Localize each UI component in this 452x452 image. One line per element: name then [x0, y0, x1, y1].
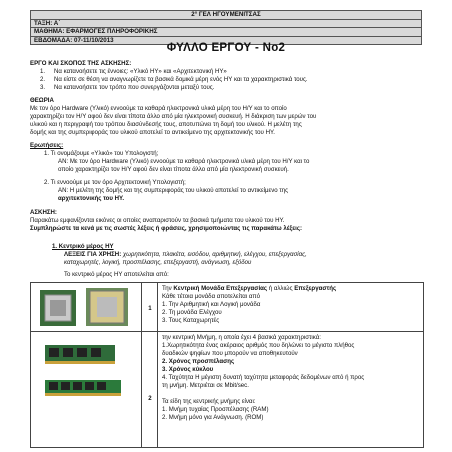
row2-line-9: Τα είδη της κεντρικής μνήμης είναι: — [162, 398, 256, 405]
row2-line-11: 2. Μνήμη μόνο για Ανάγνωση. (ROM) — [162, 414, 264, 421]
question-1: 1. Τι ονομάζουμε «Υλικό» του Υπολογιστή; — [44, 150, 159, 157]
worksheet-title: ΦΥΛΛΟ ΕΡΓΟΥ - Νο2 — [166, 42, 286, 54]
row2-line-1: την κεντρική Μνήμη, η οποία έχει 4 βασικά χαρακτηριστικά: — [162, 334, 321, 341]
goal-item-2: 2. Να είστε σε θέση να αναγνωρίζετε τα βασικά δομικά μέρη ενός ΗΥ και τα χαρακτηριστικά τους. — [40, 76, 308, 83]
header-table — [30, 10, 422, 45]
row2-line-4: 2. Χρόνος προσπέλασης — [162, 358, 235, 365]
week-label: ΕΒΔΟΜΑΔΑ: 07-11/10/2013 — [31, 36, 422, 45]
theory-line-4: δομής και της συμπεριφοράς του υλικού αποτελεί το αντικείμενο της αρχιτεκτονικής του ΗΥ. — [30, 129, 275, 136]
goal-item-3: 3. Να κατανοήσετε τον τρόπο που συνεργάζονται μεταξύ τους. — [40, 84, 215, 91]
cpu-image-1 — [39, 289, 77, 327]
exercise-line-2: Συμπληρώστε τα κενά με τις σωστές λέξεις ή φράσεις, χρησιμοποιώντας τις παρακάτω λέξεις: — [30, 225, 303, 232]
ram-module-image-2 — [45, 379, 121, 397]
theory-line-2: χαρακτηρίζει τον Η/Υ αφού δεν είναι τίποτα άλλο από μία ηλεκτρονική συσκευή. Η διάκριση των μερών του — [30, 113, 317, 120]
ram-module-image-1 — [45, 343, 115, 365]
answer-1-line-2: οποίο χαρακτηρίζει τον Η/Υ αφού δεν είναι τίποτα άλλο από μία ηλεκτρονική συσκευή. — [58, 166, 289, 173]
cpu-image-2 — [85, 287, 129, 327]
words-line-1: ΛΕΞΕΙΣ ΓΙΑ ΧΡΗΣΗ: χωρητικότητα, πλακέτα, εισόδου, αριθμητική, ελέγχου, επεξεργασίας, — [64, 251, 307, 258]
answer-2-line-1: ΑΝ: Η μελέτη της δομής και της συμπεριφοράς του υλικού αποτελεί το αντικείμενο της — [58, 187, 289, 194]
row1-line-3: 1. Την Αριθμητική και Λογική μονάδα — [162, 301, 261, 308]
row1-line-5: 3. Τους Καταχωρητές — [162, 317, 220, 324]
row1-line-1: Την Κεντρική Μονάδα Επεξεργασίας ή αλλιώς Επεξεργαστής — [162, 285, 337, 292]
words-line-2: καταχωρητές, λογική, προσπέλασης, επεξεργαστή, ανάγνωση, εξόδου — [64, 259, 252, 266]
school-name: 2° ΓΕΛ ΗΓΟΥΜΕΝΙΤΣΑΣ — [31, 11, 422, 20]
row1-line-4: 2. Τη μονάδα Ελέγχου — [162, 309, 222, 316]
subject-label: ΜΑΘΗΜΑ: ΕΦΑΡΜΟΓΕΣ ΠΛΗΡΟΦΟΡΙΚΗΣ — [31, 28, 422, 37]
theory-line-1: Με τον όρο Hardware (Υλικό) εννοούμε τα καθαρά ηλεκτρονικά υλικά μέρη του Η/Υ και το οποίο — [30, 105, 287, 112]
exercise-line-1: Παρακάτω εμφανίζονται εικόνες οι οποίες αναπαριστούν τα βασικά τμήματα του υλικού του ΗΥ. — [30, 217, 285, 224]
row2-line-2: 1.Χωρητικότητα ένας ακέραιος αριθμός που δηλώνει το μέγιστο πλήθος — [162, 342, 355, 349]
theory-line-3: υλικού και η περιγραφή του τρόπου διασύνδεσής τους, αποτυπώνει τη δομή του υλικού. Η μελέτη της — [30, 121, 302, 128]
answer-1-line-1: ΑΝ: Με τον όρο Hardware (Υλικό) εννοούμε τα καθαρά ηλεκτρονικά υλικά μέρη του Η/Υ και το — [58, 158, 310, 165]
row2-line-7: τη μνήμη. Μετριέται σε Mbit/sec. — [162, 382, 249, 389]
questions-heading: Ερωτήσεις: — [30, 142, 64, 149]
row1-line-2: Κάθε τέτοια μονάδα αποτελείται από — [162, 293, 260, 300]
question-2: 2. Τι εννοούμε με τον όρο Αρχιτεκτονική Υπολογιστή; — [44, 179, 186, 186]
exercise-item-title: 1. Κεντρικό μέρος ΗΥ — [52, 243, 114, 250]
row-number-2: 2 — [148, 395, 152, 402]
components-table — [30, 282, 424, 448]
consists-label: Το κεντρικό μέρος ΗΥ αποτελείται από: — [64, 271, 169, 278]
class-label: ΤΑΞΗ: Α΄ — [31, 19, 422, 28]
theory-heading: ΘΕΩΡΙΑ — [30, 97, 54, 104]
goals-heading: ΕΡΓΟ ΚΑΙ ΣΚΟΠΟΣ ΤΗΣ ΑΣΚΗΣΗΣ: — [30, 60, 132, 67]
row2-line-3: δυαδικών ψηφίων που μπορούν να αποθηκευτούν — [162, 350, 298, 357]
row2-line-10: 1. Μνήμη τυχαίας Προσπέλασης (RAM) — [162, 406, 269, 413]
goal-item-1: 1. Να κατανοήσετε τις έννοιες: «Υλικό ΗΥ» και «Αρχιτεκτονική ΗΥ» — [40, 68, 227, 75]
row2-line-5: 3. Χρόνος κύκλου — [162, 366, 214, 373]
row-number-1: 1 — [148, 305, 152, 312]
answer-2-line-2: αρχιτεκτονικής του ΗΥ. — [58, 195, 125, 202]
row2-line-6: 4. Ταχύτητα Η μέγιστη δυνατή ταχύτητα μεταφοράς δεδομένων από ή προς — [162, 374, 365, 381]
exercise-heading: ΑΣΚΗΣΗ: — [30, 209, 57, 216]
